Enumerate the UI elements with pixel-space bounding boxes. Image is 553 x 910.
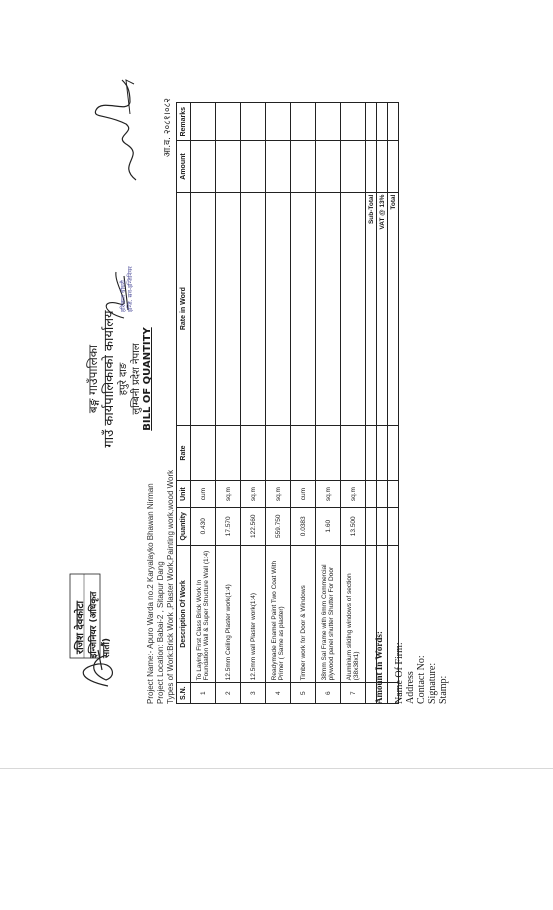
cell-rate-in-word[interactable] [241, 192, 266, 425]
cell-description: Readymade Enamel Paint Two Coat With Primer ( Same as plaster) [266, 545, 291, 683]
firm-contact-label: Contact No: [416, 655, 427, 704]
col-rate: Rate [177, 425, 191, 481]
cell-description: Timber work for Door & Windows [291, 545, 316, 683]
cell-sn: 4 [266, 683, 291, 704]
cell-rate[interactable] [316, 425, 341, 481]
amount-in-words-label: Amount In Words: [374, 631, 384, 704]
stamp-title: इन्जिनियर (अधिकृत सातौं) [89, 591, 112, 658]
cell-rate-in-word[interactable] [216, 192, 241, 425]
table-row [216, 103, 241, 704]
table-row [241, 103, 266, 704]
table-row [291, 103, 316, 704]
subtotal-amount[interactable] [366, 141, 377, 192]
fiscal-year: आ.व. २०८१।०८२ [163, 98, 173, 157]
firm-details [394, 642, 449, 704]
cell-unit: sq.m [241, 481, 266, 508]
project-location: Project Location: Babai-2 , Sitapur Dang [156, 561, 165, 704]
firm-address-label: Address [405, 671, 416, 704]
table-row [341, 103, 366, 704]
table-header-row [177, 103, 191, 704]
cell-rate-in-word[interactable] [266, 192, 291, 425]
project-name: Project Name:- Apuro Warda no.2 Karyalayko Bhawan Nirman [146, 483, 155, 704]
firm-signature-label: Signature: [427, 662, 438, 704]
cell-unit: sq.m [266, 481, 291, 508]
cell-description: 38mm Sal Frame with 6mm Commercial plywood panel shutter Shutter For Door [316, 545, 341, 683]
cell-rate[interactable] [341, 425, 366, 481]
vat-amount[interactable] [377, 141, 388, 192]
stamp2-name: हरिलाल चौधरी [120, 280, 127, 312]
col-unit: Unit [177, 481, 191, 508]
cell-rate[interactable] [216, 425, 241, 481]
cell-quantity: 17.570 [216, 507, 241, 545]
cell-quantity: 0.0383 [291, 507, 316, 545]
stamp2-title: इन्जि. सव-इन्जिनियर [127, 266, 134, 312]
cell-quantity: 122.560 [241, 507, 266, 545]
cell-rate-in-word[interactable] [291, 192, 316, 425]
table-row [191, 103, 216, 704]
total-amount[interactable] [388, 141, 399, 192]
subtotal-label: Sub-Total [366, 192, 377, 425]
cell-remarks[interactable] [316, 103, 341, 141]
cell-remarks[interactable] [291, 103, 316, 141]
cell-sn: 7 [341, 683, 366, 704]
subengineer-stamp [120, 266, 134, 312]
cell-unit: cum [291, 481, 316, 508]
work-types: Types of Work:Brick Work ,Plaster Work,Painting work,wood Work [166, 469, 175, 704]
approver-signature-icon [86, 74, 156, 184]
boq-table [176, 102, 399, 704]
col-amount: Amount [177, 141, 191, 192]
cell-rate-in-word[interactable] [316, 192, 341, 425]
municipality-name: बङ्ग गाउँपालिका [86, 344, 100, 414]
firm-name-label: Name Of Firm: [394, 642, 405, 704]
cell-sn: 3 [241, 683, 266, 704]
cell-amount[interactable] [316, 141, 341, 192]
document-title: BILL OF QUANTITY [142, 327, 153, 431]
cell-remarks[interactable] [241, 103, 266, 141]
cell-unit: sq.m [341, 481, 366, 508]
col-description: Description Of Work [177, 545, 191, 683]
cell-rate[interactable] [241, 425, 266, 481]
document-page [75, 54, 512, 704]
cell-rate-in-word[interactable] [191, 192, 216, 425]
cell-amount[interactable] [241, 141, 266, 192]
cell-description: 12.5mm Ceiling Plaster work(1:4) [216, 545, 241, 683]
office-name: गाउँ कार्यपालिकाको कार्यालय [102, 310, 117, 448]
province-name: लुम्बिनी प्रदेश नेपाल [131, 343, 142, 415]
total-label: Total [388, 192, 399, 425]
subtotal-row [366, 103, 377, 704]
cell-sn: 5 [291, 683, 316, 704]
office-location: हपुरे दाङ [118, 362, 129, 396]
cell-amount[interactable] [266, 141, 291, 192]
cell-quantity: 13.500 [341, 507, 366, 545]
cell-quantity: 559.750 [266, 507, 291, 545]
cell-unit: sq.m [316, 481, 341, 508]
cell-quantity: 0.430 [191, 507, 216, 545]
page-bottom-edge [0, 768, 553, 769]
cell-rate[interactable] [191, 425, 216, 481]
vat-label: VAT @ 13% [377, 192, 388, 425]
cell-remarks[interactable] [216, 103, 241, 141]
cell-description: Aluminium sliding windows of section (38x38x1) [341, 545, 366, 683]
signature-icon [94, 264, 144, 324]
vat-row [377, 103, 388, 704]
cell-unit: sq.m [216, 481, 241, 508]
table-row [266, 103, 291, 704]
firm-stamp-label: Stamp: [438, 675, 449, 704]
col-remarks: Remarks [177, 103, 191, 141]
stamp-name: रजिश देवकोटा [75, 600, 86, 654]
cell-remarks[interactable] [266, 103, 291, 141]
cell-description: To Laying First Class Brick Work In Foundation Wall & Super Structure Wall (1:4) [191, 545, 216, 683]
cell-description: 12.5mm wall Plaster work(1:4) [241, 545, 266, 683]
cell-amount[interactable] [216, 141, 241, 192]
cell-rate[interactable] [266, 425, 291, 481]
cell-amount[interactable] [291, 141, 316, 192]
cell-sn: 1 [191, 683, 216, 704]
cell-quantity: 1.60 [316, 507, 341, 545]
cell-sn: 2 [216, 683, 241, 704]
cell-rate-in-word[interactable] [341, 192, 366, 425]
total-row [388, 103, 399, 704]
cell-rate[interactable] [291, 425, 316, 481]
col-rate-in-word: Rate in Word [177, 192, 191, 425]
col-quantity: Quantity [177, 507, 191, 545]
cell-amount[interactable] [191, 141, 216, 192]
cell-amount[interactable] [341, 141, 366, 192]
col-sn: S.N. [177, 683, 191, 704]
cell-remarks[interactable] [191, 103, 216, 141]
cell-unit: cum [191, 481, 216, 508]
cell-remarks[interactable] [341, 103, 366, 141]
cell-sn: 6 [316, 683, 341, 704]
table-row [316, 103, 341, 704]
